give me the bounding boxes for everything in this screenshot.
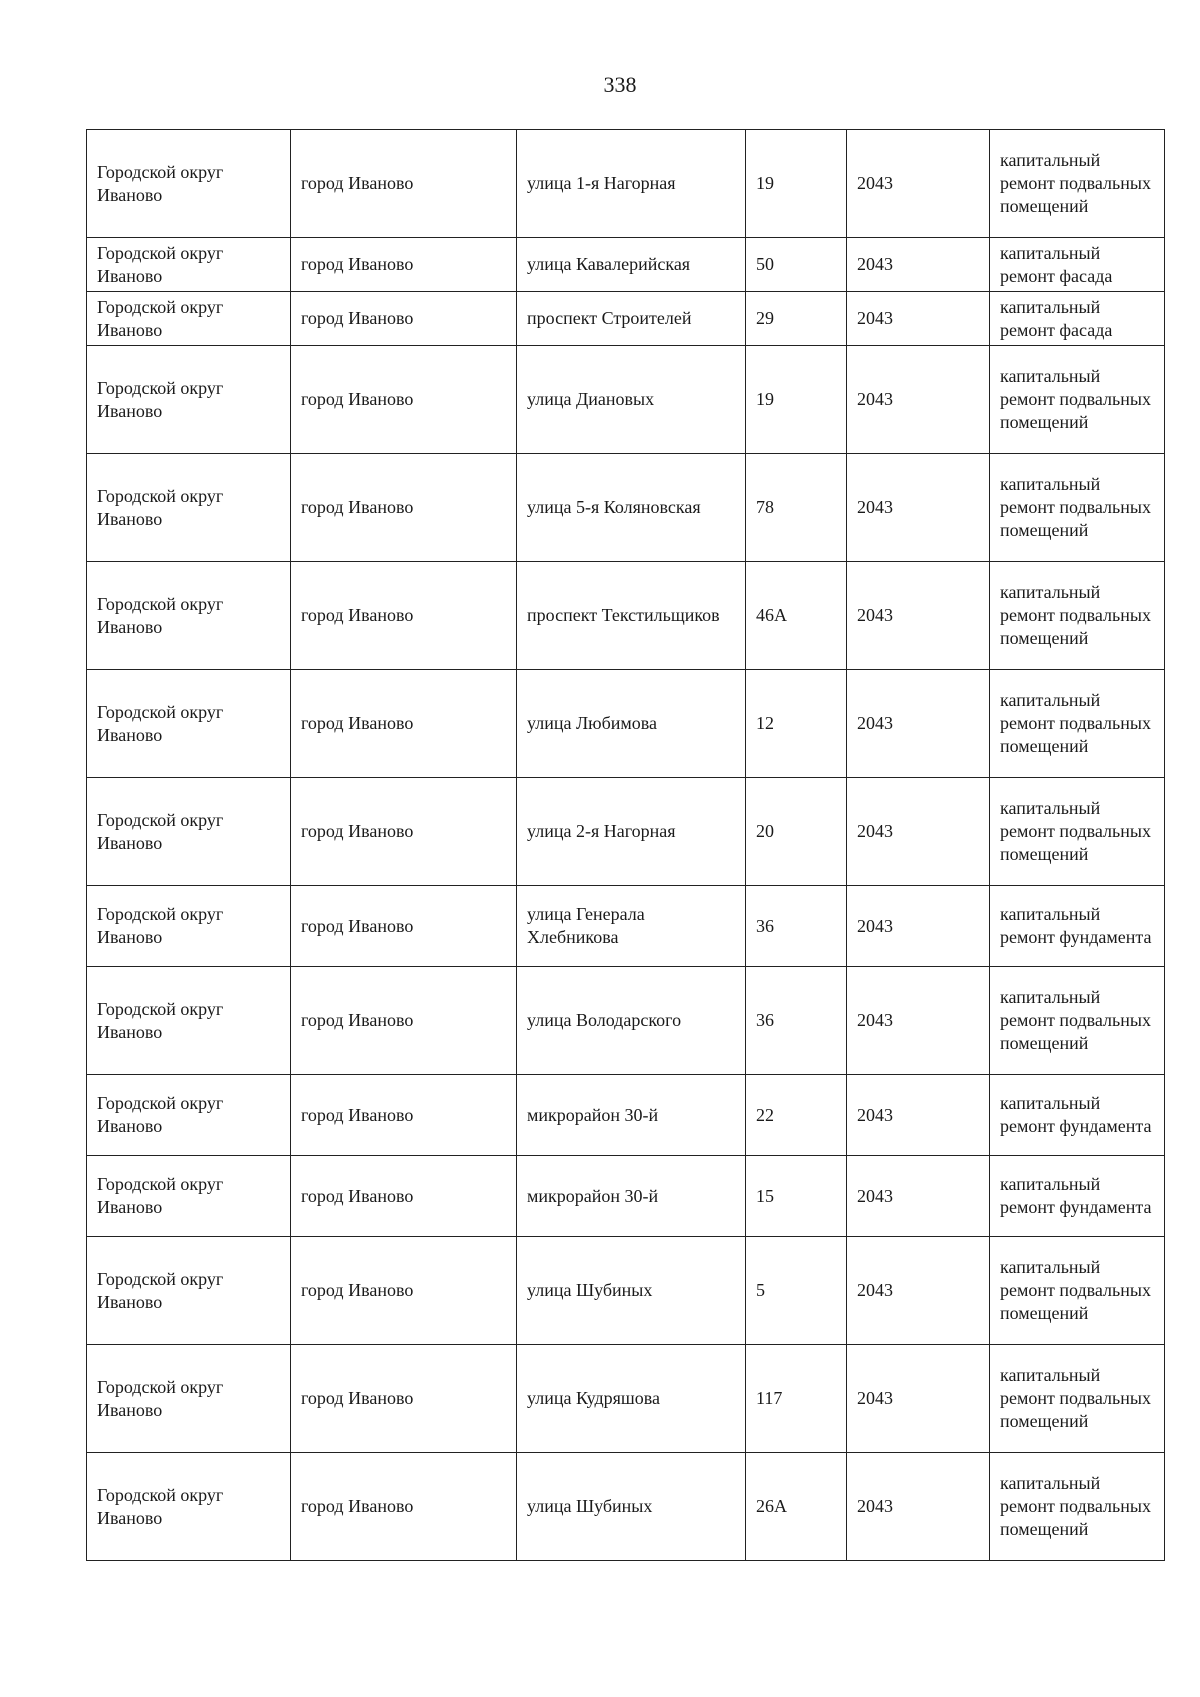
work-type-cell: капитальный ремонт подвальных помещений <box>990 454 1165 562</box>
table-row <box>87 562 1165 670</box>
street-cell: проспект Строителей <box>517 292 746 346</box>
municipality-cell: Городской округ Иваново <box>87 562 291 670</box>
year-cell: 2043 <box>847 670 990 778</box>
locality-cell: город Иваново <box>291 1156 517 1237</box>
work-type-cell: капитальный ремонт подвальных помещений <box>990 130 1165 238</box>
locality-cell: город Иваново <box>291 454 517 562</box>
year-cell: 2043 <box>847 292 990 346</box>
year-cell: 2043 <box>847 967 990 1075</box>
municipality-cell: Городской округ Иваново <box>87 292 291 346</box>
street-cell: улица Шубиных <box>517 1453 746 1561</box>
year-cell: 2043 <box>847 1453 990 1561</box>
house-number-cell: 78 <box>746 454 847 562</box>
table-row <box>87 346 1165 454</box>
house-number-cell: 46А <box>746 562 847 670</box>
year-cell: 2043 <box>847 1075 990 1156</box>
house-number-cell: 36 <box>746 967 847 1075</box>
street-cell: улица Любимова <box>517 670 746 778</box>
work-type-cell: капитальный ремонт фундамента <box>990 1075 1165 1156</box>
work-type-cell: капитальный ремонт подвальных помещений <box>990 1453 1165 1561</box>
page-number: 338 <box>603 72 637 97</box>
locality-cell: город Иваново <box>291 130 517 238</box>
work-type-cell: капитальный ремонт подвальных помещений <box>990 778 1165 886</box>
year-cell: 2043 <box>847 562 990 670</box>
year-cell: 2043 <box>847 454 990 562</box>
year-cell: 2043 <box>847 886 990 967</box>
table-row <box>87 778 1165 886</box>
locality-cell: город Иваново <box>291 562 517 670</box>
year-cell: 2043 <box>847 1156 990 1237</box>
street-cell: проспект Текстильщиков <box>517 562 746 670</box>
table-row <box>87 1075 1165 1156</box>
locality-cell: город Иваново <box>291 1237 517 1345</box>
street-cell: улица 1-я Нагорная <box>517 130 746 238</box>
municipality-cell: Городской округ Иваново <box>87 454 291 562</box>
table-row <box>87 1453 1165 1561</box>
locality-cell: город Иваново <box>291 670 517 778</box>
year-cell: 2043 <box>847 346 990 454</box>
locality-cell: город Иваново <box>291 1075 517 1156</box>
street-cell: улица Кавалерийская <box>517 238 746 292</box>
street-cell: улица Диановых <box>517 346 746 454</box>
year-cell: 2043 <box>847 1345 990 1453</box>
locality-cell: город Иваново <box>291 1453 517 1561</box>
house-number-cell: 19 <box>746 130 847 238</box>
repair-schedule-table <box>86 129 1165 1561</box>
table-row <box>87 1237 1165 1345</box>
locality-cell: город Иваново <box>291 967 517 1075</box>
municipality-cell: Городской округ Иваново <box>87 778 291 886</box>
municipality-cell: Городской округ Иваново <box>87 238 291 292</box>
locality-cell: город Иваново <box>291 292 517 346</box>
table-row <box>87 130 1165 238</box>
municipality-cell: Городской округ Иваново <box>87 1156 291 1237</box>
locality-cell: город Иваново <box>291 346 517 454</box>
work-type-cell: капитальный ремонт подвальных помещений <box>990 1345 1165 1453</box>
municipality-cell: Городской округ Иваново <box>87 967 291 1075</box>
table-row <box>87 967 1165 1075</box>
locality-cell: город Иваново <box>291 886 517 967</box>
table-row <box>87 1345 1165 1453</box>
house-number-cell: 22 <box>746 1075 847 1156</box>
work-type-cell: капитальный ремонт фундамента <box>990 1156 1165 1237</box>
table-row <box>87 1156 1165 1237</box>
table-body <box>87 130 1165 1561</box>
work-type-cell: капитальный ремонт подвальных помещений <box>990 1237 1165 1345</box>
house-number-cell: 5 <box>746 1237 847 1345</box>
municipality-cell: Городской округ Иваново <box>87 670 291 778</box>
locality-cell: город Иваново <box>291 778 517 886</box>
street-cell: улица Шубиных <box>517 1237 746 1345</box>
municipality-cell: Городской округ Иваново <box>87 346 291 454</box>
work-type-cell: капитальный ремонт фасада <box>990 292 1165 346</box>
house-number-cell: 36 <box>746 886 847 967</box>
table-row <box>87 670 1165 778</box>
municipality-cell: Городской округ Иваново <box>87 1237 291 1345</box>
work-type-cell: капитальный ремонт подвальных помещений <box>990 346 1165 454</box>
house-number-cell: 29 <box>746 292 847 346</box>
work-type-cell: капитальный ремонт фундамента <box>990 886 1165 967</box>
house-number-cell: 50 <box>746 238 847 292</box>
house-number-cell: 26А <box>746 1453 847 1561</box>
year-cell: 2043 <box>847 778 990 886</box>
municipality-cell: Городской округ Иваново <box>87 1075 291 1156</box>
table-row <box>87 292 1165 346</box>
house-number-cell: 12 <box>746 670 847 778</box>
street-cell: улица 5-я Коляновская <box>517 454 746 562</box>
table-row <box>87 886 1165 967</box>
street-cell: микрорайон 30-й <box>517 1075 746 1156</box>
municipality-cell: Городской округ Иваново <box>87 1345 291 1453</box>
street-cell: улица Генерала Хлебникова <box>517 886 746 967</box>
street-cell: микрорайон 30-й <box>517 1156 746 1237</box>
street-cell: улица Кудряшова <box>517 1345 746 1453</box>
locality-cell: город Иваново <box>291 238 517 292</box>
house-number-cell: 117 <box>746 1345 847 1453</box>
work-type-cell: капитальный ремонт фасада <box>990 238 1165 292</box>
municipality-cell: Городской округ Иваново <box>87 1453 291 1561</box>
locality-cell: город Иваново <box>291 1345 517 1453</box>
municipality-cell: Городской округ Иваново <box>87 130 291 238</box>
house-number-cell: 15 <box>746 1156 847 1237</box>
year-cell: 2043 <box>847 130 990 238</box>
street-cell: улица 2-я Нагорная <box>517 778 746 886</box>
house-number-cell: 19 <box>746 346 847 454</box>
year-cell: 2043 <box>847 238 990 292</box>
table-row <box>87 454 1165 562</box>
street-cell: улица Володарского <box>517 967 746 1075</box>
house-number-cell: 20 <box>746 778 847 886</box>
work-type-cell: капитальный ремонт подвальных помещений <box>990 670 1165 778</box>
work-type-cell: капитальный ремонт подвальных помещений <box>990 562 1165 670</box>
work-type-cell: капитальный ремонт подвальных помещений <box>990 967 1165 1075</box>
year-cell: 2043 <box>847 1237 990 1345</box>
table-row <box>87 238 1165 292</box>
municipality-cell: Городской округ Иваново <box>87 886 291 967</box>
